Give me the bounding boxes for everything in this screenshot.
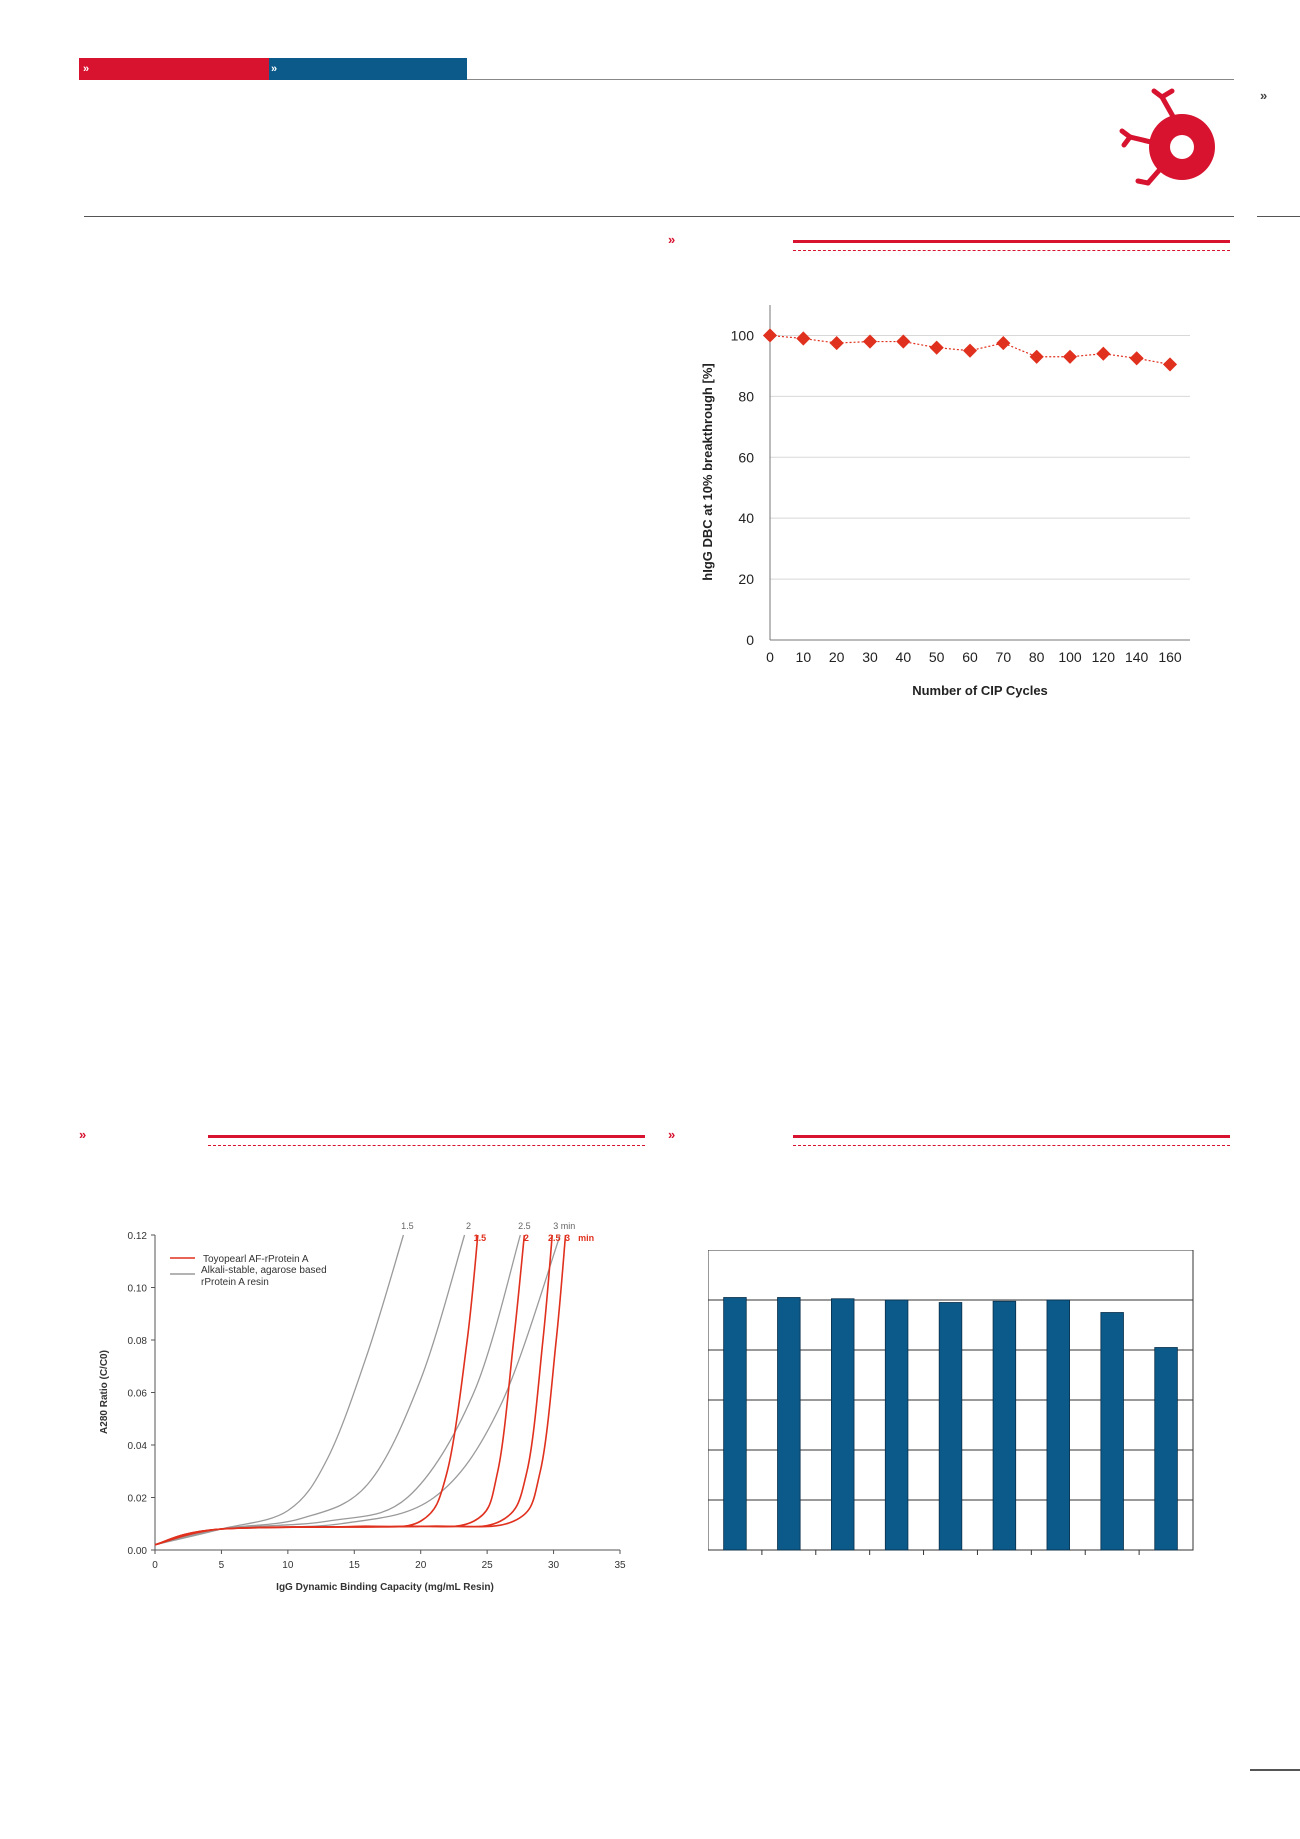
- section-rule-dashed: [793, 250, 1230, 251]
- header-tab-blue: [269, 58, 467, 80]
- bar: [1101, 1313, 1124, 1551]
- y-tick-label: 80: [738, 388, 754, 405]
- data-point: [863, 334, 877, 348]
- y-tick-label: 60: [738, 449, 754, 466]
- y-tick-label: 0.06: [127, 1388, 147, 1400]
- x-axis-label: Number of CIP Cycles: [912, 683, 1048, 698]
- x-tick-label: 80: [1028, 649, 1045, 665]
- y-axis-label: A280 Ratio (C/C0): [99, 1350, 110, 1434]
- data-point: [763, 328, 777, 342]
- x-tick-label: 10: [795, 649, 812, 665]
- curve-label-red: 1.5: [473, 1233, 487, 1243]
- curve-label-gray: 2: [466, 1221, 472, 1231]
- bar: [1155, 1348, 1178, 1551]
- data-point: [830, 336, 844, 350]
- x-tick-label: 25: [481, 1560, 493, 1571]
- x-tick-label: 5: [218, 1560, 225, 1571]
- y-tick-label: 40: [738, 510, 754, 527]
- curve-label-gray: 2.5: [518, 1221, 531, 1231]
- data-point: [796, 331, 810, 345]
- legend-item-agarose: Alkali-stable, agarose based rProtein A resin: [201, 1265, 327, 1288]
- x-tick-label: 0: [766, 649, 774, 665]
- bead-logo-icon: [1110, 85, 1230, 195]
- data-point: [1030, 350, 1044, 364]
- data-point: [1130, 351, 1144, 365]
- x-tick-label: 140: [1124, 649, 1149, 665]
- data-point: [1163, 357, 1177, 371]
- x-tick-label: 160: [1158, 649, 1182, 665]
- curve-label-gray: 1.5: [401, 1221, 414, 1231]
- section-rule: [208, 1135, 645, 1138]
- x-tick-label: 40: [895, 649, 912, 665]
- y-tick-label: 20: [738, 571, 754, 588]
- x-tick-label: 20: [415, 1560, 427, 1571]
- x-tick-label: 100: [1058, 649, 1082, 665]
- x-tick-label: 10: [282, 1560, 294, 1571]
- legend-item-agarose-wrap: [201, 1265, 341, 1297]
- data-point: [1063, 350, 1077, 364]
- curve-label-red: min: [578, 1233, 595, 1243]
- section-arrow-icon: »: [79, 1127, 83, 1142]
- y-tick-label: 0: [746, 632, 754, 648]
- data-point: [1096, 347, 1110, 361]
- x-axis-label: IgG Dynamic Binding Capacity (mg/mL Resin): [276, 1582, 494, 1593]
- x-tick-label: 30: [548, 1560, 560, 1571]
- data-point: [963, 344, 977, 358]
- x-tick-label: 60: [962, 649, 978, 665]
- bar: [1047, 1300, 1070, 1550]
- section-rule-dashed: [208, 1145, 645, 1146]
- curve-label-red: 3: [565, 1233, 571, 1243]
- y-tick-label: 100: [730, 327, 754, 344]
- double-chevron-icon: »: [271, 63, 275, 75]
- data-point: [930, 341, 944, 355]
- y-tick-label: 0.10: [127, 1283, 147, 1295]
- header-tab-red: [79, 58, 269, 80]
- double-chevron-icon: »: [83, 63, 87, 75]
- page-divider: [84, 216, 1234, 217]
- side-rule-bottom: [1250, 1769, 1300, 1771]
- curve-label-red: 2.5: [547, 1233, 561, 1243]
- bar: [724, 1298, 747, 1551]
- section-rule-dashed: [793, 1145, 1230, 1146]
- section-arrow-icon: »: [668, 232, 672, 247]
- x-tick-label: 50: [928, 649, 945, 665]
- breakthrough-curve-chart: [95, 1200, 640, 1620]
- curve-label-red: 2: [523, 1233, 529, 1243]
- legend-item-toyopearl: Toyopearl AF-rProtein A: [203, 1254, 309, 1265]
- y-tick-label: 0.04: [127, 1441, 147, 1452]
- curve-label-gray: 3 min: [553, 1221, 576, 1231]
- x-tick-label: 70: [995, 649, 1012, 665]
- data-point: [896, 334, 910, 348]
- bar-chart: [708, 1250, 1198, 1560]
- data-point: [996, 336, 1010, 350]
- x-tick-label: 15: [348, 1560, 360, 1571]
- y-tick-label: 0.12: [127, 1231, 147, 1242]
- bar: [939, 1303, 962, 1551]
- y-tick-label: 0.00: [127, 1546, 147, 1557]
- x-tick-label: 20: [828, 649, 845, 665]
- section-rule: [793, 1135, 1230, 1138]
- bar: [831, 1299, 854, 1550]
- bar: [993, 1301, 1016, 1550]
- x-tick-label: 30: [862, 649, 878, 665]
- side-rule-top: [1257, 216, 1300, 217]
- y-tick-label: 0.02: [127, 1493, 147, 1505]
- y-axis-label: hIgG DBC at 10% breakthrough [%]: [700, 363, 715, 581]
- y-tick-label: 0.08: [127, 1336, 147, 1347]
- bar: [778, 1298, 801, 1551]
- section-arrow-icon: »: [668, 1127, 672, 1142]
- x-tick-label: 0: [152, 1560, 158, 1571]
- side-double-chevron-icon: »: [1260, 88, 1264, 103]
- x-tick-label: 35: [614, 1560, 626, 1571]
- cip-stability-chart: [690, 290, 1220, 710]
- section-rule: [793, 240, 1230, 243]
- x-tick-label: 120: [1091, 649, 1116, 665]
- bar: [885, 1300, 908, 1550]
- header-rule: [467, 79, 1234, 80]
